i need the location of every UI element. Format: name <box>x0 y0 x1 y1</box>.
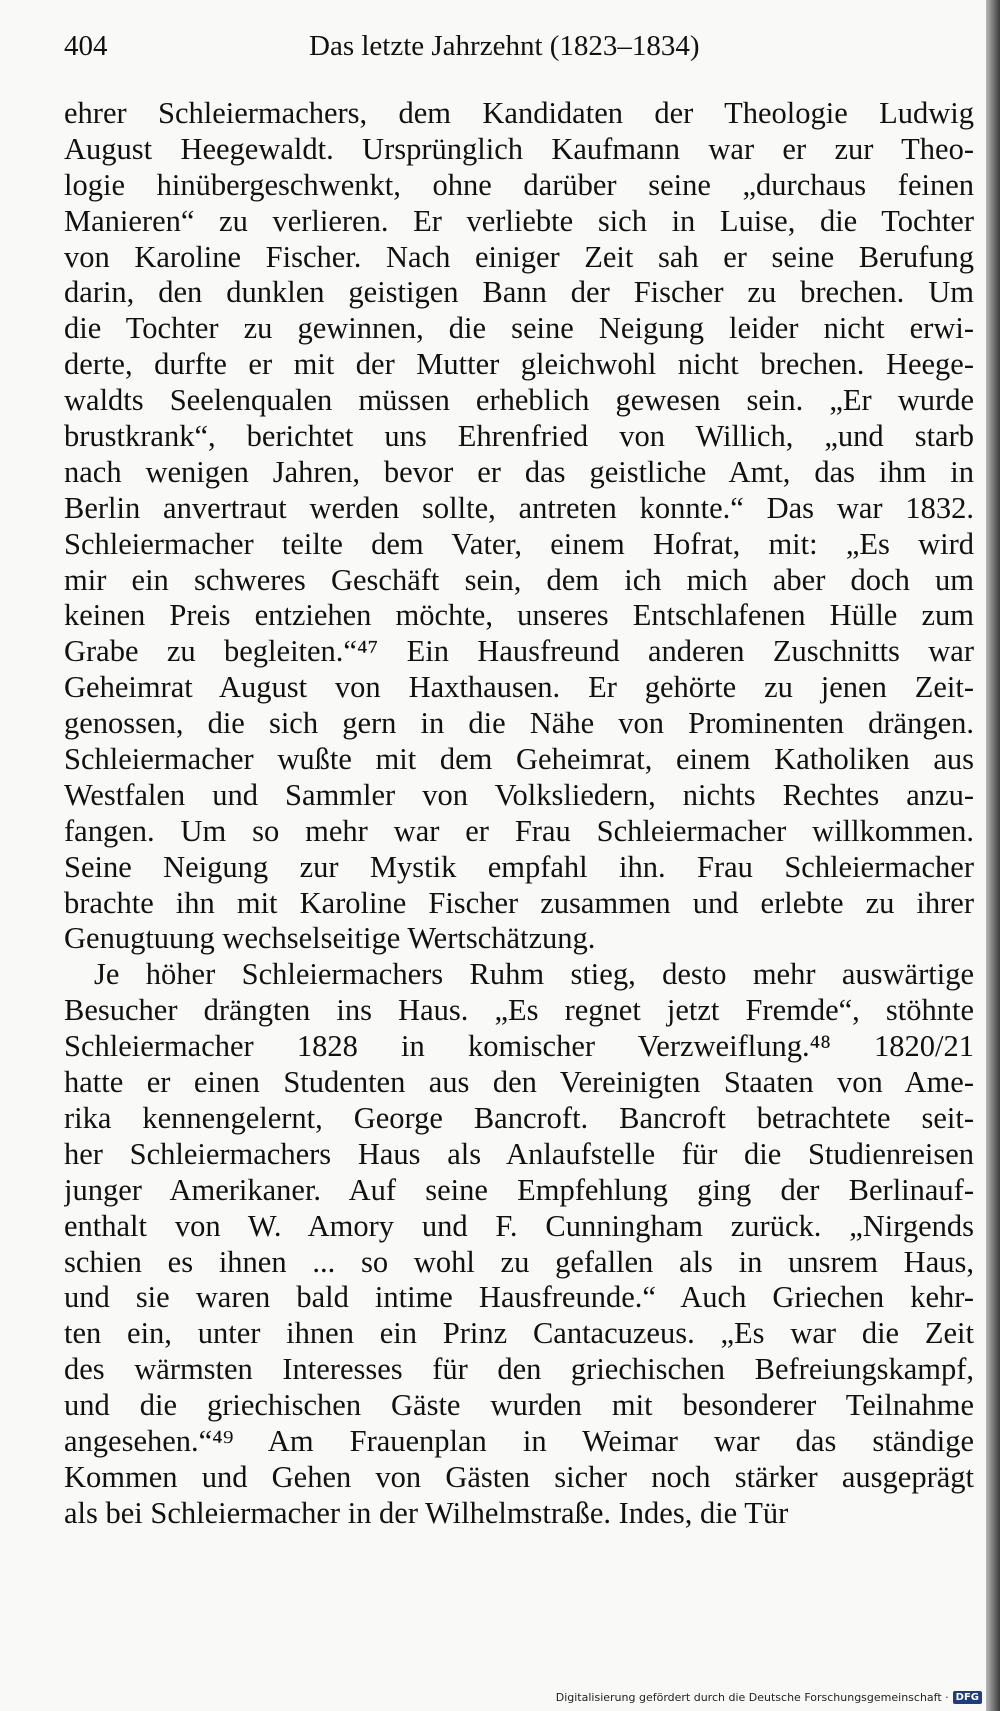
text-line: Schleiermacher 1828 in komischer Verzweiflung.⁴⁸ 1820/21 <box>64 1029 974 1064</box>
text-line: Besucher drängten ins Haus. „Es regnet jetzt Fremde“, stöhnte <box>64 993 974 1028</box>
text-line: waldts Seelenqualen müssen erheblich gewesen sein. „Er wurde <box>64 383 974 418</box>
text-line: mir ein schweres Geschäft sein, dem ich mich aber doch um <box>64 562 974 597</box>
text-line: Westfalen und Sammler von Volksliedern, nichts Rechtes anzu- <box>64 777 974 812</box>
text-line: junger Amerikaner. Auf seine Empfehlung ging der Berlinauf- <box>64 1172 974 1207</box>
text-line: fangen. Um so mehr war er Frau Schleiermacher willkommen. <box>64 813 974 848</box>
page-number: 404 <box>64 30 108 62</box>
text-line: enthalt von W. Amory und F. Cunningham zurück. „Nirgends <box>64 1208 974 1243</box>
text-line: und sie waren bald intime Hausfreunde.“ Auch Griechen kehr- <box>64 1280 974 1315</box>
text-line: schien es ihnen ... so wohl zu gefallen als in unsrem Haus, <box>64 1244 974 1279</box>
text-line: des wärmsten Interesses für den griechischen Befreiungskampf, <box>64 1352 974 1387</box>
body-text <box>64 96 974 1532</box>
paragraph <box>64 957 974 1531</box>
text-line: ten ein, unter ihnen ein Prinz Cantacuzeus. „Es war die Zeit <box>64 1316 974 1351</box>
text-line: darin, den dunklen geistigen Bann der Fischer zu brechen. Um <box>64 275 974 310</box>
dfg-logo: DFG <box>953 1691 982 1704</box>
text-line: ehrer Schleiermachers, dem Kandidaten der Theologie Ludwig <box>64 96 974 130</box>
text-line: Berlin anvertraut werden sollte, antreten konnte.“ Das war 1832. <box>64 490 974 525</box>
text-line: Seine Neigung zur Mystik empfahl ihn. Frau Schleiermacher <box>64 849 974 884</box>
text-line: August Heegewaldt. Ursprünglich Kaufmann war er zur Theo- <box>64 131 974 166</box>
text-line: Kommen und Gehen von Gästen sicher noch stärker ausgeprägt <box>64 1459 974 1494</box>
text-line: Manieren“ zu verlieren. Er verliebte sich in Luise, die Tochter <box>64 203 974 238</box>
text-line: angesehen.“⁴⁹ Am Frauenplan in Weimar war das ständige <box>64 1423 974 1458</box>
text-line: brachte ihn mit Karoline Fischer zusammen und erlebte zu ihrer <box>64 885 974 920</box>
text-line: genossen, die sich gern in die Nähe von Prominenten drängen. <box>64 706 974 741</box>
digitization-footer <box>556 1687 982 1707</box>
text-line: her Schleiermachers Haus als Anlaufstelle für die Studienreisen <box>64 1136 974 1171</box>
text-line: keinen Preis entziehen möchte, unseres Entschlafenen Hülle zum <box>64 598 974 633</box>
text-line: nach wenigen Jahren, bevor er das geistliche Amt, das ihm in <box>64 454 974 489</box>
paragraph <box>64 96 974 957</box>
text-line: von Karoline Fischer. Nach einiger Zeit sah er seine Berufung <box>64 239 974 274</box>
text-line: die Tochter zu gewinnen, die seine Neigung leider nicht erwi- <box>64 311 974 346</box>
text-line: und die griechischen Gäste wurden mit besonderer Teilnahme <box>64 1388 974 1423</box>
text-line: rika kennengelernt, George Bancroft. Bancroft betrachtete seit- <box>64 1100 974 1135</box>
text-line: Grabe zu begleiten.“⁴⁷ Ein Hausfreund anderen Zuschnitts war <box>64 634 974 669</box>
text-line: Je höher Schleiermachers Ruhm stieg, desto mehr auswärtige <box>94 957 974 992</box>
text-line: brustkrank“, berichtet uns Ehrenfried von Willich, „und starb <box>64 419 974 454</box>
page-header <box>64 30 974 70</box>
text-line: als bei Schleiermacher in der Wilhelmstraße. Indes, die Tür <box>64 1495 789 1530</box>
footer-text: Digitalisierung gefördert durch die Deutsche Forschungsgemeinschaft · <box>555 1690 949 1704</box>
running-title: Das letzte Jahrzehnt (1823–1834) <box>309 30 700 62</box>
text-line: Genugtuung wechselseitige Wertschätzung. <box>64 921 596 956</box>
text-line: logie hinübergeschwenkt, ohne darüber seine „durchaus feinen <box>64 167 974 202</box>
text-line: Geheimrat August von Haxthausen. Er gehörte zu jenen Zeit- <box>64 670 974 705</box>
text-line: Schleiermacher wußte mit dem Geheimrat, einem Katholiken aus <box>64 742 974 777</box>
text-line: derte, durfte er mit der Mutter gleichwohl nicht brechen. Heege- <box>64 347 974 382</box>
text-line: Schleiermacher teilte dem Vater, einem Hofrat, mit: „Es wird <box>64 526 974 561</box>
page-edge-shadow <box>986 0 1000 1711</box>
text-line: hatte er einen Studenten aus den Vereinigten Staaten von Ame- <box>64 1065 974 1100</box>
